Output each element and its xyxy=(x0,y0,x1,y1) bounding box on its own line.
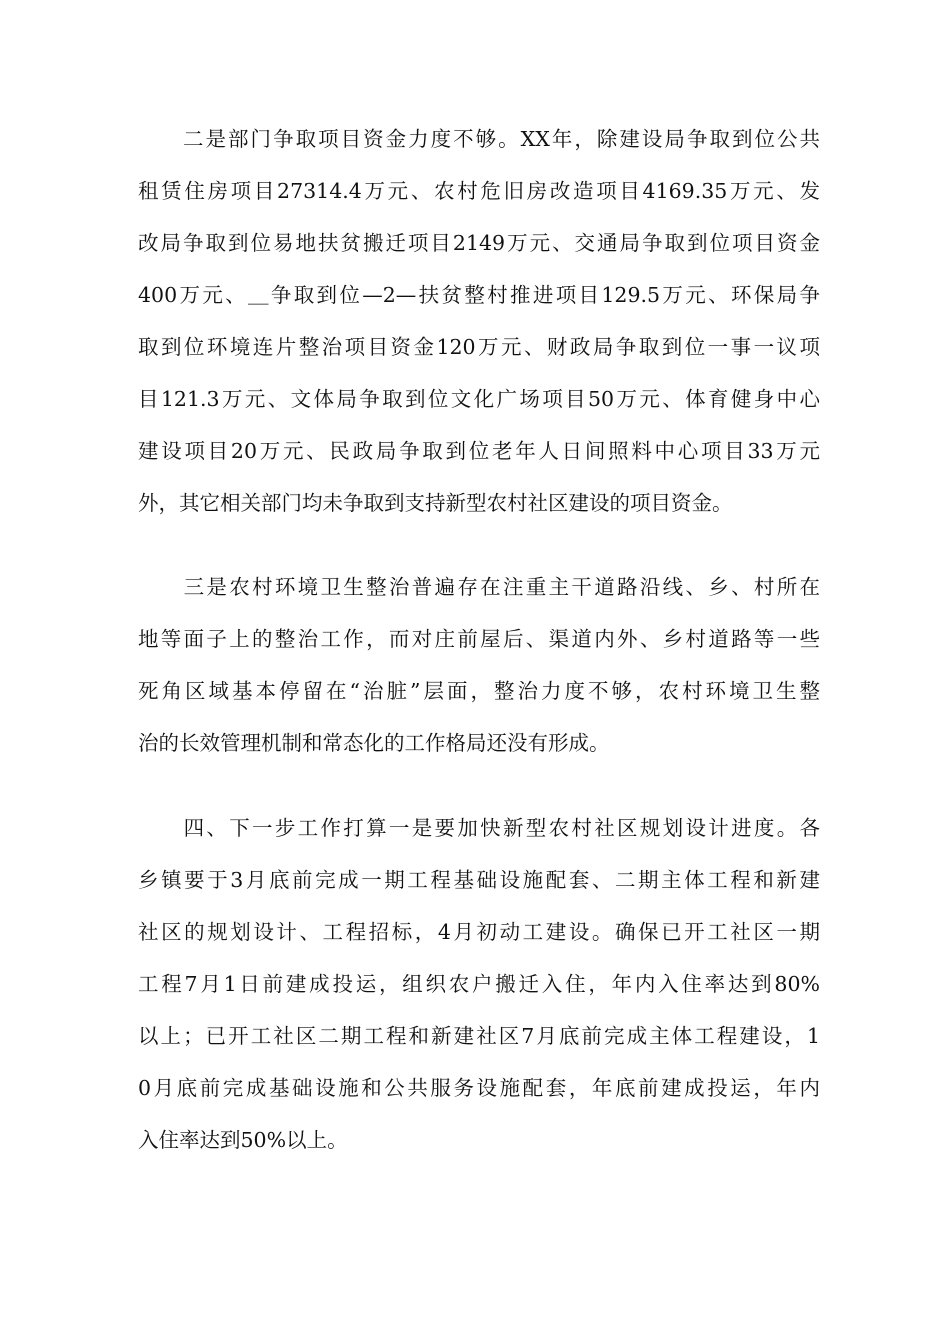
paragraph-next-steps xyxy=(138,802,820,1166)
text-line: 四、下一步工作打算一是要加快新型农村社区规划设计进度。各 xyxy=(138,816,820,840)
text-line: 租赁住房项目27314.4万元、农村危旧房改造项目4169.35万元、发 xyxy=(138,179,820,203)
text-line: 改局争取到位易地扶贫搬迁项目2149万元、交通局争取到位项目资金 xyxy=(138,231,820,255)
text-line: 入住率达到50%以上。 xyxy=(138,1128,348,1152)
text-line: 治的长效管理机制和常态化的工作格局还没有形成。 xyxy=(138,731,610,755)
text-line: 外，其它相关部门均未争取到支持新型农村社区建设的项目资金。 xyxy=(138,491,733,515)
text-line: 取到位环境连片整治项目资金120万元、财政局争取到位一事一议项 xyxy=(138,335,820,359)
text-line: 建设项目20万元、民政局争取到位老年人日间照料中心项目33万元 xyxy=(138,439,820,463)
text-line: 400万元、＿争取到位—2—扶贫整村推进项目129.5万元、环保局争 xyxy=(138,283,820,307)
text-line: 二是部门争取项目资金力度不够。XX年，除建设局争取到位公共 xyxy=(138,127,820,151)
text-line: 地等面子上的整治工作，而对庄前屋后、渠道内外、乡村道路等一些 xyxy=(138,627,820,651)
paragraph-funding xyxy=(138,113,820,529)
text-line: 社区的规划设计、工程招标，4月初动工建设。确保已开工社区一期 xyxy=(138,920,820,944)
text-line: 三是农村环境卫生整治普遍存在注重主干道路沿线、乡、村所在 xyxy=(138,575,820,599)
text-line: 以上；已开工社区二期工程和新建社区7月底前完成主体工程建设，1 xyxy=(138,1024,820,1048)
text-line: 工程7月1日前建成投运，组织农户搬迁入住，年内入住率达到80% xyxy=(138,972,820,996)
text-line: 死角区域基本停留在“治脏”层面，整治力度不够，农村环境卫生整 xyxy=(138,679,820,703)
paragraph-environment xyxy=(138,561,820,769)
text-line: 目121.3万元、文体局争取到位文化广场项目50万元、体育健身中心 xyxy=(138,387,820,411)
text-line: 乡镇要于3月底前完成一期工程基础设施配套、二期主体工程和新建 xyxy=(138,868,820,892)
text-line: 0月底前完成基础设施和公共服务设施配套，年底前建成投运，年内 xyxy=(138,1076,820,1100)
